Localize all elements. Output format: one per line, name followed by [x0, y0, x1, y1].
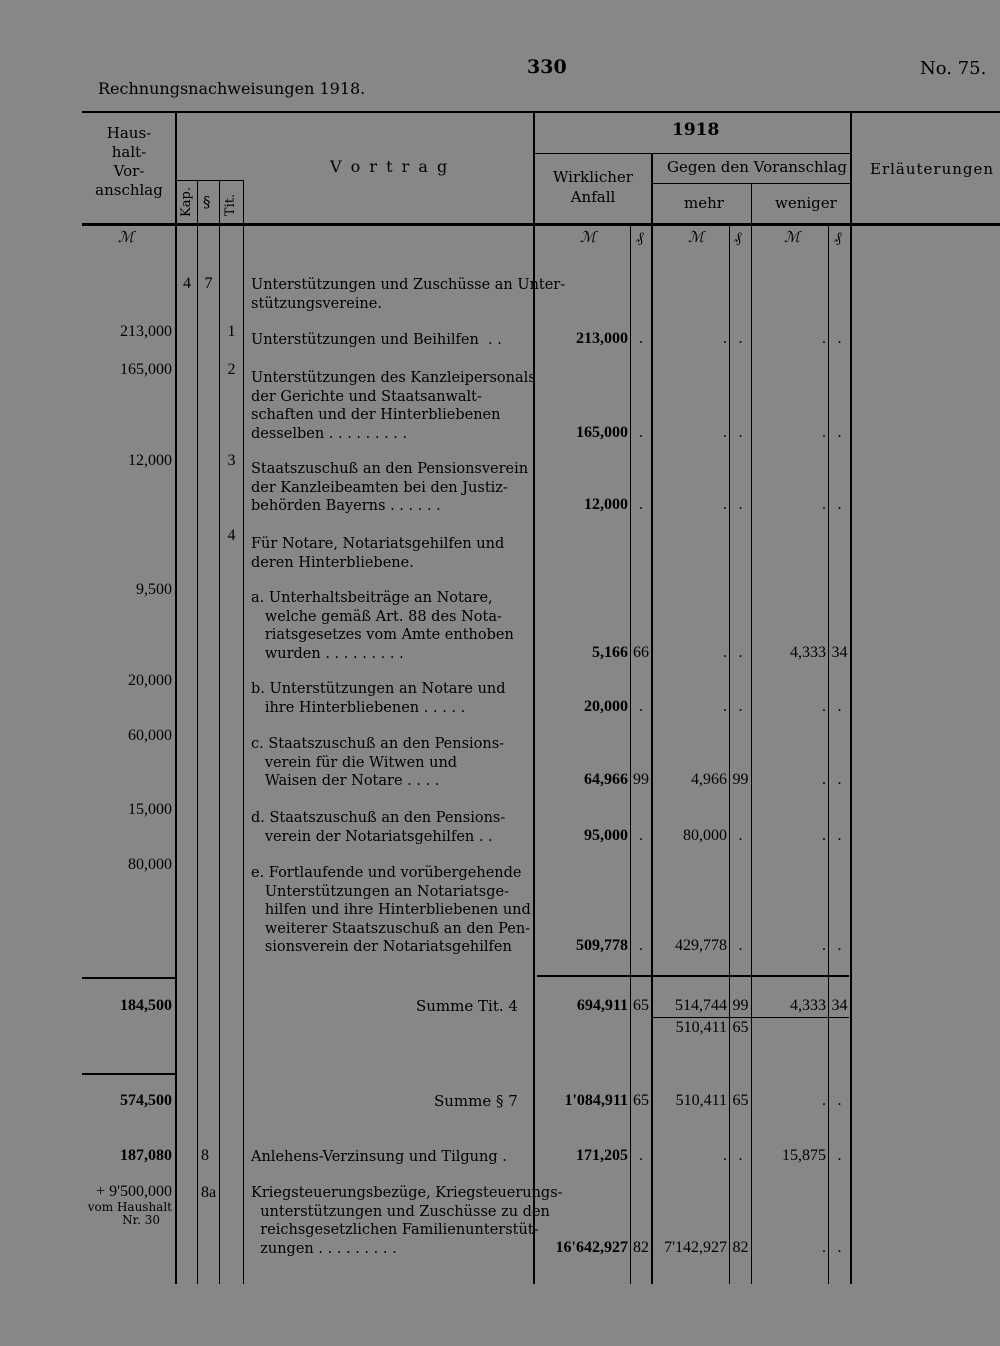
kap-header: Kap.	[179, 187, 194, 217]
row-actual-pf: .	[639, 937, 643, 954]
row-budget: 213,000	[120, 323, 172, 340]
sum-par7-label: Summe § 7	[434, 1092, 518, 1110]
row-actual-m: 165,000	[576, 423, 628, 441]
par8-more-pf: .	[738, 1147, 743, 1164]
row-actual-m: 213,000	[576, 330, 628, 347]
sum-par7-less-pf: .	[837, 1092, 842, 1109]
more-header: mehr	[684, 194, 724, 212]
sum-tit4-budget: 184,500	[120, 997, 172, 1014]
sum-par7-more-m: 510,411	[675, 1092, 727, 1109]
par8-actual-m: 171,205	[576, 1147, 628, 1164]
row-less-pf: 34	[831, 643, 848, 661]
sub-cols-topline	[175, 180, 243, 181]
col-line	[219, 180, 220, 1284]
sum-par7-less-m: .	[822, 1092, 826, 1109]
row-more-pf: .	[738, 496, 743, 513]
par8a-budget: + 9'500,000	[96, 1183, 172, 1200]
sum-rule	[82, 1073, 176, 1075]
row-title-number: 3	[227, 452, 236, 469]
row-more-pf: 99	[732, 771, 749, 788]
row-less-pf: .	[837, 826, 842, 844]
row-description: d. Staatszuschuß an den Pensions- verein der Notariatsgehilfen . .	[251, 810, 506, 845]
row-less-pf: .	[837, 330, 842, 347]
row-description: e. Fortlaufende und vorübergehende Unterstützungen an Notariatsge- hilfen und ihre Hinterbliebenen und weiterer Staatszuschuß an den Pen- sionsverein der Notariatsgehilfen	[251, 865, 531, 955]
against-header: Gegen den Voranschlag	[667, 158, 848, 176]
row-title-number: 1	[227, 323, 236, 340]
row-actual-pf: .	[639, 330, 643, 347]
row-title-number: 4	[227, 527, 236, 544]
row-more-pf: .	[738, 826, 743, 844]
row-budget: 9,500	[136, 581, 172, 598]
par8-text: Anlehens-Verzinsung und Tilgung .	[251, 1149, 507, 1165]
sum-tit4-label: Summe Tit. 4	[416, 997, 518, 1015]
row-description: a. Unterhaltsbeiträge an Notare, welche gemäß Art. 88 des Nota- riatsgesetzes vom Amte enthoben wurden . . . . . . . . .	[251, 590, 514, 662]
par8a-more-pf: 82	[732, 1239, 749, 1256]
row-actual-m: 20,000	[584, 697, 628, 715]
row-more-m: .	[723, 330, 727, 347]
par8-budget: 187,080	[120, 1147, 172, 1164]
sum-tit4-more-pf: 99	[732, 997, 749, 1014]
row-actual-pf: .	[639, 423, 643, 441]
par8a-budget-note: Nr. 30	[122, 1213, 160, 1227]
sum-tit4-more-m: 514,744	[675, 997, 727, 1014]
col-line	[197, 180, 198, 1284]
col-line	[751, 183, 752, 1284]
year-header: 1918	[672, 120, 720, 140]
sum-tit4-less-pf: 34	[831, 997, 848, 1014]
row-description: Unterstützungen und Beihilfen . .	[251, 332, 502, 348]
row-actual-m: 12,000	[584, 496, 628, 513]
row-more-pf: .	[738, 697, 743, 715]
par8-par: 8	[201, 1147, 209, 1164]
par8-more-m: .	[723, 1147, 727, 1164]
row-less-m: .	[822, 937, 826, 954]
sum-tit4-net-pf: 65	[732, 1019, 749, 1036]
row-actual-m: 95,000	[584, 826, 628, 844]
row-less-m: .	[822, 771, 826, 788]
unit-mark: ℳ	[118, 228, 135, 246]
document-number: No. 75.	[920, 58, 987, 79]
row-budget: 15,000	[128, 801, 172, 818]
row-less-m: .	[822, 423, 826, 441]
row-less-m: .	[822, 826, 826, 844]
row-more-pf: .	[738, 937, 743, 954]
row-less-pf: .	[837, 937, 842, 954]
sum-tit4-actual-m: 694,911	[576, 997, 628, 1014]
unit-mark: ℳ	[580, 228, 597, 246]
unit-pf: ₰	[734, 228, 742, 246]
unit-pf: ₰	[834, 228, 842, 246]
row-actual-pf: .	[639, 826, 643, 844]
row-description: Für Notare, Notariatsgehilfen und deren Hinterbliebene.	[251, 536, 505, 571]
col-line	[729, 226, 730, 1284]
sum-par7-more-pf: 65	[732, 1092, 749, 1109]
row-more-m: 80,000	[683, 826, 727, 844]
par8a-actual-m: 16'642,927	[555, 1239, 628, 1256]
table-top-rule	[82, 111, 1000, 113]
row-less-pf: .	[837, 697, 842, 715]
sum-tit4-less-m: 4,333	[790, 997, 826, 1014]
par8a-more-m: 7'142,927	[664, 1239, 727, 1256]
par8a-budget-note: vom Haushalt	[87, 1200, 172, 1214]
row-more-pf: .	[738, 423, 743, 441]
budget-header: Haus- halt- Vor- anschlag	[95, 124, 163, 199]
col-line	[850, 112, 852, 1284]
net-rule	[653, 1017, 849, 1018]
unit-pf: ₰	[636, 228, 644, 246]
row-budget: 20,000	[128, 672, 172, 689]
sum-par7-budget: 574,500	[120, 1092, 172, 1109]
par8-less-m: 15,875	[782, 1147, 826, 1164]
par8a-actual-pf: 82	[633, 1239, 649, 1256]
row-less-m: .	[822, 330, 826, 347]
row-actual-m: 64,966	[584, 771, 628, 788]
row-actual-pf: .	[639, 697, 643, 715]
sum-rule	[537, 975, 849, 977]
row-more-m: 4,966	[691, 771, 727, 788]
row-actual-pf: 99	[633, 771, 649, 788]
tit-header: Tit.	[223, 193, 238, 217]
col-line	[630, 226, 631, 1284]
row-more-m: 429,778	[675, 937, 727, 954]
row-budget: 60,000	[128, 727, 172, 744]
row-less-pf: .	[837, 496, 842, 513]
paragraph-header: §	[203, 193, 211, 211]
row-more-pf: .	[738, 643, 743, 661]
sum-par7-actual-m: 1'084,911	[564, 1092, 628, 1109]
row-more-m: .	[723, 496, 727, 513]
row-actual-pf: .	[639, 496, 643, 513]
row-less-m: .	[822, 697, 826, 715]
sum-par7-actual-pf: 65	[633, 1092, 649, 1109]
sum-rule	[82, 977, 176, 979]
row-actual-pf: 66	[633, 643, 649, 661]
row-more-m: .	[723, 697, 727, 715]
row-actual-m: 509,778	[576, 937, 628, 954]
remarks-header: Erläuterungen	[870, 160, 995, 178]
less-header: weniger	[775, 194, 837, 212]
sum-tit4-actual-pf: 65	[633, 997, 649, 1014]
par8-actual-pf: .	[639, 1147, 643, 1164]
row-budget: 165,000	[120, 361, 172, 378]
par8-less-pf: .	[837, 1147, 842, 1164]
actual-header: Wirklicher Anfall	[553, 168, 633, 206]
row-description: Staatszuschuß an den Pensionsverein der Kanzleibeamten bei den Justiz- behörden Bayerns . . . . . .	[251, 461, 529, 514]
row-less-pf: .	[837, 423, 842, 441]
col-line	[828, 226, 829, 1284]
row-actual-m: 5,166	[592, 643, 628, 661]
vortrag-header: V o r t r a g	[330, 157, 450, 176]
row-description: c. Staatszuschuß an den Pensions- verein für die Witwen und Waisen der Notare . . . .	[251, 736, 505, 789]
sum-tit4-net-m: 510,411	[675, 1019, 727, 1036]
par8a-par: 8a	[201, 1184, 217, 1201]
year-underline	[535, 153, 850, 154]
row-paragraph: 7	[204, 275, 213, 292]
row-budget: 12,000	[128, 452, 172, 469]
row-more-pf: .	[738, 330, 743, 347]
par8a-less-m: .	[822, 1239, 826, 1256]
col-line	[651, 153, 653, 1284]
page-number: 330	[527, 56, 567, 78]
row-description: b. Unterstützungen an Notare und ihre Hinterbliebenen . . . . .	[251, 681, 506, 716]
unit-mark: ℳ	[784, 228, 801, 246]
row-more-m: .	[723, 423, 727, 441]
running-title: Rechnungsnachweisungen 1918.	[98, 79, 366, 98]
row-more-m: .	[723, 643, 727, 661]
par8a-less-pf: .	[837, 1239, 842, 1256]
row-budget: 80,000	[128, 856, 172, 873]
row-kap: 4	[183, 275, 191, 292]
row-description: Unterstützungen des Kanzleipersonals der Gerichte und Staatsanwalt- schaften und der Hinterbliebenen desselben . . . . . . . . .	[251, 370, 536, 442]
row-title-number: 2	[227, 361, 236, 378]
row-less-m: 4,333	[790, 643, 826, 661]
col-line	[243, 180, 244, 1284]
row-less-pf: .	[837, 771, 842, 788]
row-less-m: .	[822, 496, 826, 513]
unit-mark: ℳ	[688, 228, 705, 246]
row-description: Unterstützungen und Zuschüsse an Unter- stützungsvereine.	[251, 277, 566, 312]
par8a-text: Kriegsteuerungsbezüge, Kriegsteuerungs- unterstützungen und Zuschüsse zu den reichsgesetzlichen Familienunterstüt- zungen . . . . . . . . .	[251, 1185, 563, 1257]
